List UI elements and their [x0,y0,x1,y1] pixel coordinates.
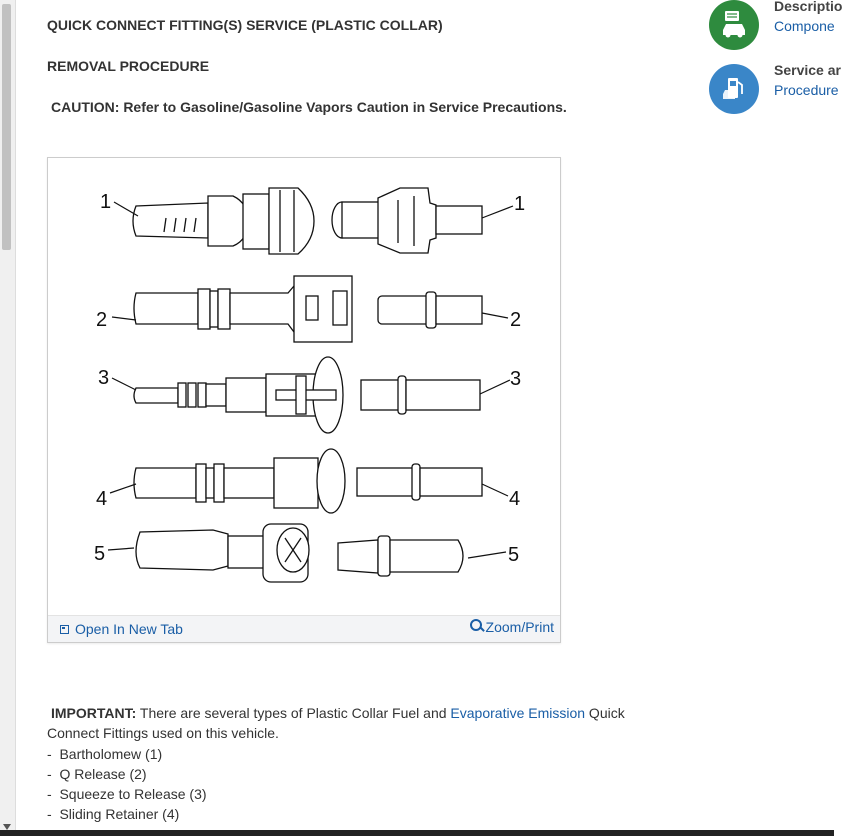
callout-1-right: 1 [514,193,526,215]
vehicle-description-icon [709,0,759,50]
bottom-bar [0,830,834,836]
callout-3-right: 3 [510,368,522,390]
open-in-new-tab-link[interactable] [60,621,183,637]
important-text-after: Quick Connect Fittings used on this vehicle. [47,705,625,741]
callout-5-right: 5 [508,544,520,566]
important-note [47,703,647,743]
important-text-before: There are several types of Plastic Collar Fuel and [136,705,451,721]
callout-1-left: 1 [100,191,112,213]
list-item: - Sliding Retainer (4) [47,806,180,822]
section-heading: REMOVAL PROCEDURE [47,58,210,74]
vertical-scrollbar[interactable] [0,0,16,836]
service-title: Service ar [774,62,841,78]
zoom-print-link[interactable] [470,619,554,635]
page-title: QUICK CONNECT FITTING(S) SERVICE (PLASTIC COLLAR) [47,17,443,33]
list-item: - Squeeze to Release (3) [47,786,207,802]
fitting-illustration-figure [47,157,561,643]
zoom-icon [470,619,484,635]
callout-3-left: 3 [98,367,110,389]
open-new-tab-icon [60,625,69,634]
caution-text: CAUTION: Refer to Gasoline/Gasoline Vapors Caution in Service Precautions. [51,99,567,115]
fitting-type-list [47,744,207,824]
scrollbar-thumb[interactable] [2,4,11,250]
fuel-service-icon [709,64,759,114]
zoom-print-label: Zoom/Print [485,619,554,635]
callout-4-right: 4 [509,488,521,510]
components-link[interactable]: Compone [774,18,835,34]
description-title: Descriptio [774,0,842,14]
list-item: - Bartholomew (1) [47,746,163,762]
list-item: - Q Release (2) [47,766,147,782]
figure-toolbar [48,615,560,642]
open-in-new-tab-label: Open In New Tab [75,621,183,637]
procedures-link[interactable]: Procedure [774,82,839,98]
callout-2-right: 2 [510,309,522,331]
callout-4-left: 4 [96,488,108,510]
callout-2-left: 2 [96,309,108,331]
callout-5-left: 5 [94,543,106,565]
evaporative-emission-link[interactable]: Evaporative Emission [450,705,586,721]
quick-connect-fittings-diagram [48,158,562,618]
important-label: IMPORTANT: [51,705,137,721]
